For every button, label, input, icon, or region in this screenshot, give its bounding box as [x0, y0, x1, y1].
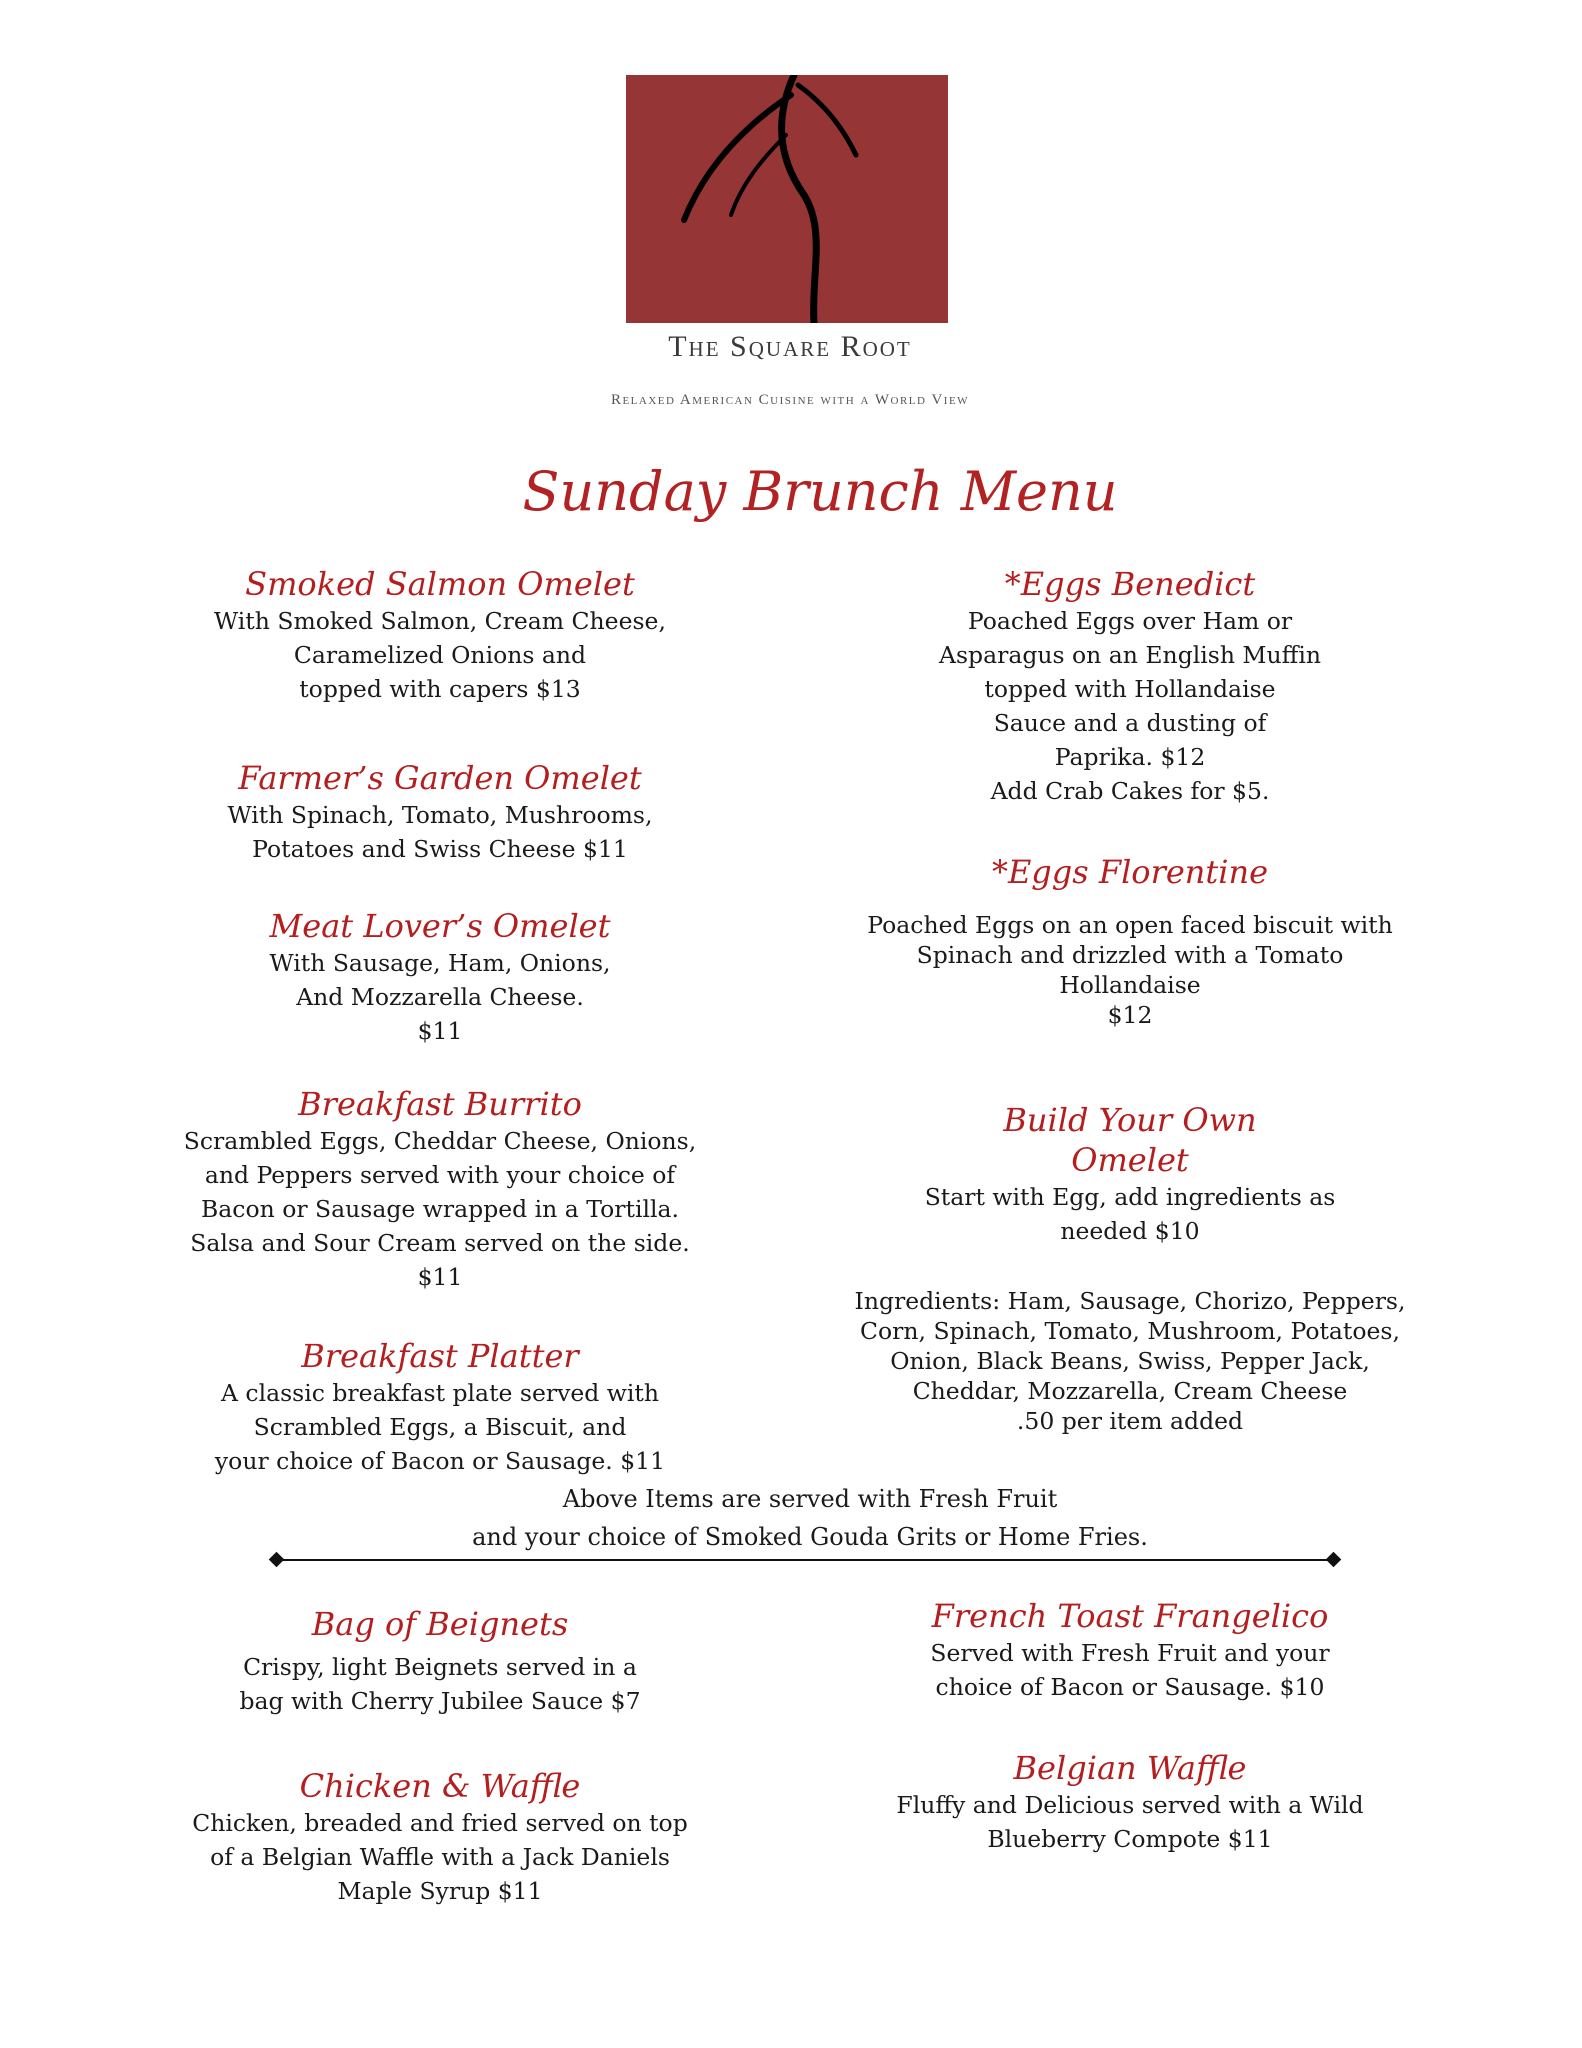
item-name: Meat Lover’s Omelet [269, 907, 611, 945]
menu-title: Sunday Brunch Menu [522, 460, 1118, 523]
item-description: Scrambled Eggs, Cheddar Cheese, Onions, and Peppers served with your choice of Bacon or Sausage wrapped in a Tortilla. Salsa and Sour Cream served on the side. $11 [183, 1127, 697, 1291]
item-description: With Spinach, Tomato, Mushrooms, Potatoes and Swiss Cheese $11 [227, 801, 653, 863]
logo [626, 75, 948, 323]
item-name: *Eggs Benedict [1004, 565, 1256, 603]
item-description: Poached Eggs on an open faced biscuit with Spinach and drizzled with a Tomato Hollandaise $12 [867, 911, 1393, 1029]
item-name: Breakfast Burrito [298, 1085, 582, 1123]
menu-item-farmers-garden-omelet [160, 758, 720, 866]
menu-item-breakfast-platter [160, 1336, 720, 1478]
item-name: Build Your Own Omelet [1003, 1101, 1257, 1179]
logo-swash-icon [626, 75, 948, 323]
menu-item-belgian-waffle [840, 1748, 1420, 1856]
item-description: Start with Egg, add ingredients as needed $10 [924, 1183, 1336, 1245]
item-name: Farmer’s Garden Omelet [238, 759, 642, 797]
item-description: Poached Eggs over Ham or Asparagus on an English Muffin topped with Hollandaise Sauce and a dusting of Paprika. $12 Add Crab Cakes for $5. [939, 607, 1321, 805]
item-description: With Smoked Salmon, Cream Cheese, Caramelized Onions and topped with capers $13 [214, 607, 666, 703]
item-description: Served with Fresh Fruit and your choice of Bacon or Sausage. $10 [930, 1639, 1330, 1701]
item-description: Chicken, breaded and fried served on top of a Belgian Waffle with a Jack Daniels Maple Syrup $11 [192, 1809, 688, 1905]
omelet-ingredients [820, 1286, 1440, 1436]
menu-item-eggs-benedict [840, 564, 1420, 808]
item-description: Crispy, light Beignets served in a bag with Cherry Jubilee Sauce $7 [239, 1653, 641, 1715]
item-name: *Eggs Florentine [991, 853, 1269, 891]
served-with-note: Above Items are served with Fresh Fruit and your choice of Smoked Gouda Grits or Home Fries. [472, 1485, 1148, 1551]
item-description: Fluffy and Delicious served with a Wild Blueberry Compote $11 [896, 1791, 1364, 1853]
brand-name: The Square Root [668, 330, 912, 363]
item-name: Smoked Salmon Omelet [245, 565, 635, 603]
section-divider [268, 1554, 1342, 1566]
ingredients-list: Ingredients: Ham, Sausage, Chorizo, Peppers, Corn, Spinach, Tomato, Mushroom, Potatoes, Onion, Black Beans, Swiss, Pepper Jack, Cheddar, Mozzarella, Cream Cheese .50 per item added [854, 1287, 1406, 1435]
item-description: A classic breakfast plate served with Scrambled Eggs, a Biscuit, and your choice of Bacon or Sausage. $11 [214, 1379, 666, 1475]
item-description: With Sausage, Ham, Onions, And Mozzarella Cheese. $11 [269, 949, 611, 1045]
diamond-icon [1326, 1552, 1342, 1568]
menu-item-chicken-and-waffle [160, 1766, 720, 1908]
item-name: French Toast Frangelico [931, 1597, 1329, 1635]
item-name: Chicken & Waffle [299, 1767, 581, 1805]
diamond-icon [269, 1552, 285, 1568]
item-name: Belgian Waffle [1013, 1749, 1247, 1787]
brand-tagline: Relaxed American Cuisine with a World View [610, 392, 970, 408]
menu-item-bag-of-beignets [160, 1604, 720, 1718]
menu-item-breakfast-burrito [160, 1084, 720, 1294]
menu-item-smoked-salmon-omelet [160, 564, 720, 706]
item-name: Breakfast Platter [301, 1337, 579, 1375]
item-name: Bag of Beignets [311, 1605, 569, 1643]
menu-item-build-your-own-omelet [840, 1100, 1420, 1248]
menu-item-french-toast-frangelico [840, 1596, 1420, 1704]
menu-item-meat-lovers-omelet [160, 906, 720, 1048]
divider-line [278, 1559, 1332, 1561]
menu-item-eggs-florentine [820, 852, 1440, 1030]
